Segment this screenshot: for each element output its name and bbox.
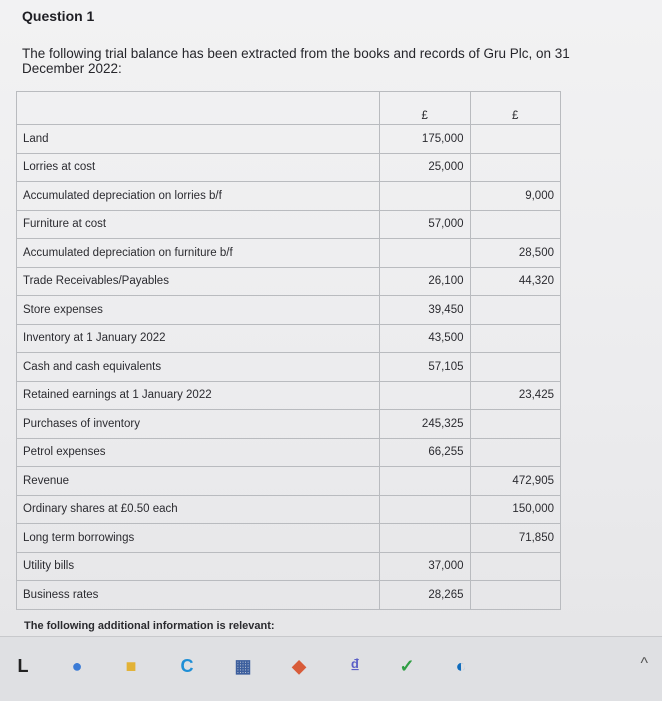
row-debit: 57,105 <box>380 353 471 382</box>
table-row <box>17 581 561 610</box>
table-row <box>17 210 561 239</box>
folder-icon[interactable]: ■ <box>125 655 137 676</box>
question-title: Question 1 <box>22 8 95 24</box>
outlook-icon[interactable]: ◐ <box>455 655 467 676</box>
trial-balance-table <box>16 91 561 610</box>
row-description: Business rates <box>17 581 380 610</box>
row-credit: 150,000 <box>470 495 561 524</box>
row-description: Utility bills <box>17 552 380 581</box>
row-description: Land <box>17 125 380 154</box>
row-debit: 57,000 <box>380 210 471 239</box>
edge-icon[interactable]: C <box>180 655 194 676</box>
table-row <box>17 324 561 353</box>
row-credit: 71,850 <box>470 524 561 553</box>
row-debit <box>380 182 471 211</box>
table-header-row <box>17 92 561 125</box>
table-row <box>17 239 561 268</box>
check-icon[interactable]: ✓ <box>399 655 415 676</box>
tray-chevron-icon[interactable]: ^ <box>640 655 648 672</box>
table-row <box>17 467 561 496</box>
row-credit <box>470 353 561 382</box>
start-icon[interactable]: L <box>17 655 29 676</box>
header-debit: £ <box>380 92 471 125</box>
row-debit: 37,000 <box>380 552 471 581</box>
row-description: Lorries at cost <box>17 153 380 182</box>
row-debit: 66,255 <box>380 438 471 467</box>
row-credit: 472,905 <box>470 467 561 496</box>
table-row <box>17 353 561 382</box>
row-credit <box>470 125 561 154</box>
row-description: Revenue <box>17 467 380 496</box>
row-description: Accumulated depreciation on furniture b/f <box>17 239 380 268</box>
row-credit: 23,425 <box>470 381 561 410</box>
table-row <box>17 267 561 296</box>
row-credit <box>470 296 561 325</box>
table-row <box>17 495 561 524</box>
table-row <box>17 524 561 553</box>
row-debit: 43,500 <box>380 324 471 353</box>
row-debit: 25,000 <box>380 153 471 182</box>
row-credit <box>470 153 561 182</box>
row-description: Accumulated depreciation on lorries b/f <box>17 182 380 211</box>
chat-icon[interactable]: ● <box>71 655 83 676</box>
row-debit <box>380 467 471 496</box>
taskbar <box>0 636 662 701</box>
row-credit <box>470 438 561 467</box>
row-debit: 175,000 <box>380 125 471 154</box>
row-debit: 26,100 <box>380 267 471 296</box>
row-description: Ordinary shares at £0.50 each <box>17 495 380 524</box>
row-debit: 245,325 <box>380 410 471 439</box>
photos-icon[interactable]: ◆ <box>292 655 306 676</box>
row-description: Retained earnings at 1 January 2022 <box>17 381 380 410</box>
row-credit: 9,000 <box>470 182 561 211</box>
table-row <box>17 381 561 410</box>
row-debit <box>380 495 471 524</box>
row-debit <box>380 524 471 553</box>
row-description: Store expenses <box>17 296 380 325</box>
row-description: Trade Receivables/Payables <box>17 267 380 296</box>
row-description: Purchases of inventory <box>17 410 380 439</box>
table-row <box>17 153 561 182</box>
row-description: Petrol expenses <box>17 438 380 467</box>
row-credit <box>470 581 561 610</box>
row-description: Long term borrowings <box>17 524 380 553</box>
row-credit <box>470 324 561 353</box>
header-credit: £ <box>470 92 561 125</box>
table-row <box>17 410 561 439</box>
row-description: Furniture at cost <box>17 210 380 239</box>
row-debit <box>380 381 471 410</box>
row-debit: 39,450 <box>380 296 471 325</box>
table-row <box>17 125 561 154</box>
table-row <box>17 296 561 325</box>
additional-info-heading: The following additional information is relevant: <box>24 620 275 632</box>
row-credit: 28,500 <box>470 239 561 268</box>
row-description: Inventory at 1 January 2022 <box>17 324 380 353</box>
row-debit: 28,265 <box>380 581 471 610</box>
table-row <box>17 182 561 211</box>
row-debit <box>380 239 471 268</box>
teams-icon[interactable]: ₫ <box>350 655 360 676</box>
row-credit: 44,320 <box>470 267 561 296</box>
table-row <box>17 438 561 467</box>
store-icon[interactable]: ▦ <box>234 655 252 676</box>
row-description: Cash and cash equivalents <box>17 353 380 382</box>
row-credit <box>470 410 561 439</box>
row-credit <box>470 210 561 239</box>
header-description <box>17 92 380 125</box>
row-credit <box>470 552 561 581</box>
question-intro: The following trial balance has been extracted from the books and records of Gru Plc, on 31 December 2022: <box>22 46 570 76</box>
table-row <box>17 552 561 581</box>
